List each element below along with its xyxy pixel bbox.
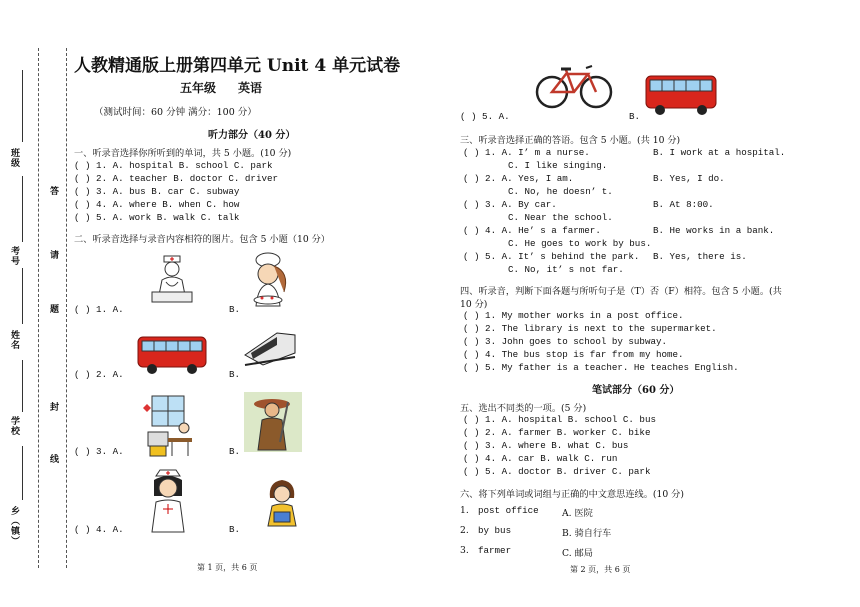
part2-q5-label: ( ) 5. A. xyxy=(460,111,510,122)
seal-mark-5: 线 xyxy=(50,455,60,465)
part3-heading: 三、听录音选择正确的答语。包含 5 小题。(共 10 分) xyxy=(460,135,681,146)
grade-label: 五年级 xyxy=(180,81,217,95)
part3-q3-a: ( ) 3. A. By car. xyxy=(463,199,557,210)
part2-q1-label: ( ) 1. A. xyxy=(74,304,124,315)
listening-section-header: 听力部分（40 分） xyxy=(208,130,296,141)
part4-question-3: ( ) 3. John goes to school by subway. xyxy=(463,336,667,347)
part6-item-2-english[interactable]: by bus xyxy=(478,525,512,536)
binding-dashed-line-outer xyxy=(38,48,39,568)
part5-question-1: ( ) 1. A. hospital B. school C. bus xyxy=(463,414,656,425)
part1-heading: 一、听录音选择你所听到的单词，共 5 小题。(10 分) xyxy=(74,148,292,159)
part6-heading: 六、将下列单词或词组与正确的中文意思连线。(10 分) xyxy=(460,489,684,500)
field-name-blank[interactable] xyxy=(22,268,23,324)
binding-dashed-line-inner xyxy=(66,48,67,568)
part5-question-4: ( ) 4. A. car B. walk C. run xyxy=(463,453,618,464)
field-school-blank[interactable] xyxy=(22,360,23,412)
field-township-label: 乡（镇） xyxy=(9,506,19,546)
page2-footer: 第 2 页，共 6 页 xyxy=(570,565,631,574)
part5-heading: 五、选出不同类的一项。(5 分) xyxy=(460,403,587,414)
part3-q5-c: C. No, it’ s not far. xyxy=(508,264,624,275)
part4-heading-cont: 10 分) xyxy=(460,299,488,310)
field-school-label: 学校 xyxy=(9,416,19,436)
bus-icon xyxy=(644,72,720,122)
part6-item-1-english[interactable]: post office xyxy=(478,505,539,516)
part3-q2-c: C. No, he doesn’ t. xyxy=(508,186,613,197)
field-name-label: 姓名 xyxy=(9,330,19,350)
part4-question-5: ( ) 5. My father is a teacher. He teaches English. xyxy=(463,362,739,373)
seal-mark-3: 题 xyxy=(50,305,60,315)
teacher-icon xyxy=(262,476,302,532)
part3-q1-c: C. I like singing. xyxy=(508,160,608,171)
part3-q1-b: B. I work at a hospital. xyxy=(653,147,786,158)
part2-q2-b: B. xyxy=(229,369,241,380)
part1-question-3: ( ) 3. A. bus B. car C. subway xyxy=(74,186,240,197)
part3-q4-b: B. He works in a bank. xyxy=(653,225,775,236)
field-class-label: 班级 xyxy=(9,148,19,168)
field-exam-number-blank[interactable] xyxy=(22,176,23,242)
part3-q2-a: ( ) 2. A. Yes, I am. xyxy=(463,173,574,184)
field-class-blank[interactable] xyxy=(22,70,23,142)
part2-q2-label: ( ) 2. A. xyxy=(74,369,124,380)
part2-q5-b: B. xyxy=(629,111,641,122)
part2-q3-b: B. xyxy=(229,446,241,457)
part2-q4-b: B. xyxy=(229,524,241,535)
field-township-blank[interactable] xyxy=(22,446,23,500)
part4-question-4: ( ) 4. The bus stop is far from my home. xyxy=(463,349,684,360)
part3-q3-c: C. Near the school. xyxy=(508,212,613,223)
office-icon xyxy=(138,392,196,462)
part3-q5-a: ( ) 5. A. It’ s behind the park. xyxy=(463,251,640,262)
part2-q1-b: B. xyxy=(229,304,241,315)
part1-question-2: ( ) 2. A. teacher B. doctor C. driver xyxy=(74,173,278,184)
part1-question-5: ( ) 5. A. work B. walk C. talk xyxy=(74,212,240,223)
field-exam-number-label: 考号 xyxy=(9,246,19,266)
part3-q4-c: C. He goes to work by bus. xyxy=(508,238,652,249)
train-icon xyxy=(243,325,297,371)
written-section-header: 笔试部分（60 分） xyxy=(592,385,680,396)
bus-icon xyxy=(136,333,210,381)
part3-q4-a: ( ) 4. A. He’ s a farmer. xyxy=(463,225,601,236)
nurse-icon xyxy=(146,468,190,538)
seal-mark-2: 请 xyxy=(50,251,60,261)
part6-item-1-chinese[interactable]: A. 医院 xyxy=(562,508,593,519)
part5-question-5: ( ) 5. A. doctor B. driver C. park xyxy=(463,466,651,477)
subject-label: 英语 xyxy=(238,81,263,95)
part1-question-1: ( ) 1. A. hospital B. school C. park xyxy=(74,160,273,171)
part2-q3-label: ( ) 3. A. xyxy=(74,446,124,457)
seal-mark-4: 封 xyxy=(50,403,60,413)
part2-heading: 二、听录音选择与录音内容相符的图片。包含 5 小题（10 分） xyxy=(74,234,330,245)
part4-heading: 四、听录音，判断下面各题与所听句子是（T）否（F）相符。包含 5 小题。(共 xyxy=(460,286,782,297)
part1-question-4: ( ) 4. A. where B. when C. how xyxy=(74,199,240,210)
part6-item-2-chinese[interactable]: B. 骑自行车 xyxy=(562,528,612,539)
part5-question-3: ( ) 3. A. where B. what C. bus xyxy=(463,440,629,451)
page1-footer: 第 1 页，共 6 页 xyxy=(197,563,258,572)
part6-item-2-number: 2. xyxy=(460,525,469,536)
seal-mark-1: 答 xyxy=(50,187,60,197)
bicycle-icon xyxy=(534,62,614,114)
exam-title: 人教精通版上册第四单元 Unit 4 单元试卷 xyxy=(74,56,401,76)
farmer-icon xyxy=(244,392,302,456)
part2-q4-label: ( ) 4. A. xyxy=(74,524,124,535)
part3-q1-a: ( ) 1. A. I’ m a nurse. xyxy=(463,147,590,158)
part3-q3-b: B. At 8:00. xyxy=(653,199,714,210)
test-info: （测试时间：60 分钟 满分：100 分） xyxy=(94,107,257,118)
part6-item-3-chinese[interactable]: C. 邮局 xyxy=(562,548,593,559)
part3-q2-b: B. Yes, I do. xyxy=(653,173,725,184)
part6-item-1-number: 1. xyxy=(460,505,469,516)
part4-question-1: ( ) 1. My mother works in a post office. xyxy=(463,310,684,321)
doctor-icon xyxy=(150,254,194,310)
part6-item-3-english[interactable]: farmer xyxy=(478,545,512,556)
part4-question-2: ( ) 2. The library is next to the supermarket. xyxy=(463,323,717,334)
part5-question-2: ( ) 2. A. farmer B. worker C. bike xyxy=(463,427,651,438)
part6-item-3-number: 3. xyxy=(460,545,469,556)
part3-q5-b: B. Yes, there is. xyxy=(653,251,747,262)
cook-icon xyxy=(244,252,294,312)
